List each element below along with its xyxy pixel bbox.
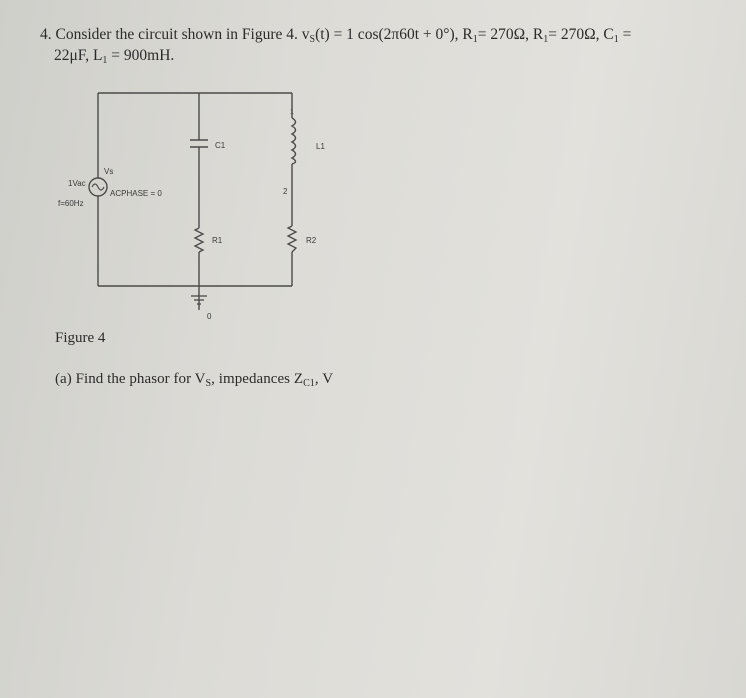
source-phase: ACPHASE = 0 [110,189,162,198]
figure-caption: Figure 4 [55,330,106,346]
node-1-label: 1 [290,109,294,116]
resistor-r2-symbol [288,226,296,252]
resistor-r1-label: R1 [212,236,223,245]
source-frequency: f=60Hz [58,199,84,208]
inductor-l1-symbol [292,118,296,164]
ground-node-label: 0 [207,312,212,321]
capacitor-c1-label: C1 [215,141,226,150]
resistor-r1-symbol [195,228,203,252]
source-label: Vs [104,167,114,176]
resistor-r2-label: R2 [306,236,317,245]
capacitor-c1-symbol [190,140,208,147]
inductor-l1-label: L1 [316,142,325,151]
circuit-schematic [0,0,746,330]
source-value: 1Vac [68,179,86,188]
problem-line-1: 4. Consider the circuit shown in Figure 4. $v_S(t) = 1$ cos(2π60t + 0°), $R_1= 270\Omega$, $R_1= 270\Omega$, $C_1$ = [40,26,632,45]
ac-source-symbol [89,178,107,196]
question-a-line-1: (a) Find the phasor for $V_S$, impedances $Z_{C1}$, V [55,371,334,389]
problem-line-2: 22μF, $L_1 = 900mH$. [54,47,175,66]
node-2-label: 2 [283,187,288,196]
